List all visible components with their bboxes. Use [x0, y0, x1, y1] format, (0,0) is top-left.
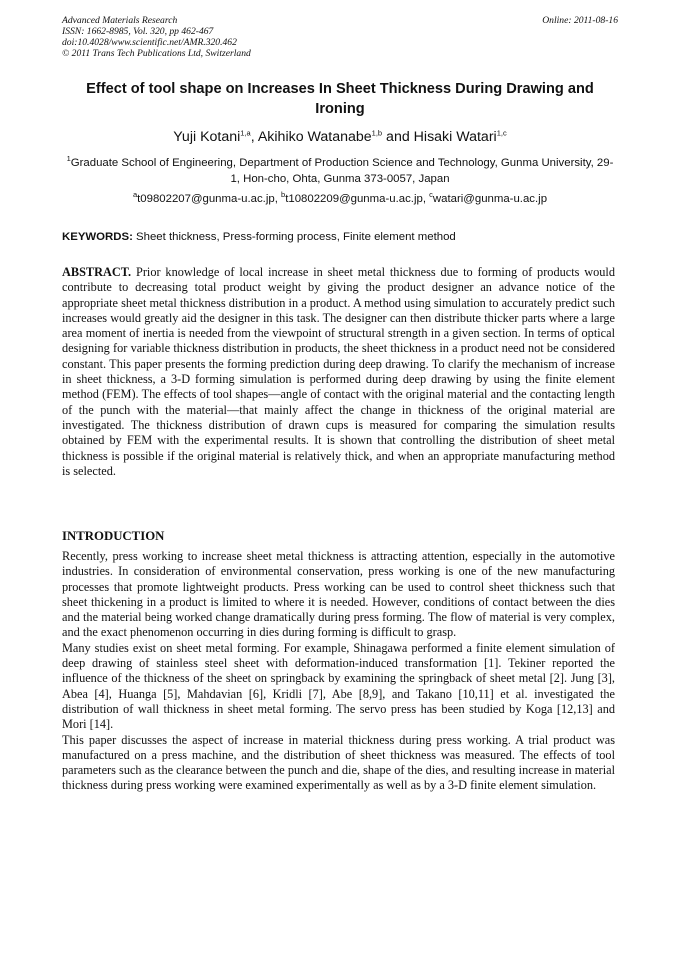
affiliation-superscript: 1 — [66, 154, 71, 164]
section-heading-introduction: INTRODUCTION — [62, 529, 165, 543]
author-list — [62, 128, 618, 146]
introduction-body — [62, 549, 615, 794]
email-address[interactable]: t09802207@gunma-u.ac.jp — [137, 193, 275, 205]
journal-header — [62, 15, 618, 59]
abstract — [62, 265, 615, 479]
author-separator: , — [250, 129, 258, 145]
author-separator: and — [382, 129, 414, 145]
issn-line: ISSN: 1662-8985, Vol. 320, pp 462-467 — [62, 26, 214, 37]
email-address[interactable]: t10802209@gunma-u.ac.jp — [285, 193, 423, 205]
journal-name: Advanced Materials Research — [62, 15, 178, 26]
author-name: Hisaki Watari — [413, 129, 497, 145]
affiliation-text: Graduate School of Engineering, Department of Production Science and Technology, Gunma University, 29-1, Hon-cho, Ohta, Gunma 373-0057, Japan — [70, 157, 614, 185]
author-superscript: 1,c — [496, 128, 507, 138]
keywords-label: KEYWORDS: — [62, 231, 133, 243]
paragraph: This paper discusses the aspect of increase in material thickness during press working. A trial product was manufactured on a press machine, and the distribution of sheet thickness was measured. The effects of tool parameters such as the clearance between the punch and die, shape of the dies, and resulting increase in material thickness during press working were examined experimentally as well as by a 3-D finite element simulation. — [62, 732, 615, 793]
author-superscript: 1,a — [240, 128, 251, 138]
email-superscript: b — [281, 190, 286, 200]
abstract-label: ABSTRACT. — [62, 265, 132, 279]
keywords-text: Sheet thickness, Press-forming process, Finite element method — [132, 231, 456, 243]
email-superscript: a — [132, 190, 138, 200]
email-separator: , — [274, 193, 282, 205]
email-separator: , — [422, 193, 430, 205]
email-address[interactable]: watari@gunma-u.ac.jp — [432, 193, 548, 205]
author-name: Yuji Kotani — [173, 129, 241, 145]
doi-line: doi:10.4028/www.scientific.net/AMR.320.462 — [62, 37, 237, 48]
paper-title: Effect of tool shape on Increases In Sheet Thickness During Drawing and Ironing — [86, 81, 594, 117]
affiliation — [62, 155, 618, 187]
email-superscript: c — [429, 190, 433, 200]
paragraph: Recently, press working to increase sheet metal thickness is attracting attention, especially in the automotive industries. In consideration of environmental conservation, press working is one of the new manufacturing processes that promote lightweight products. Press working can be used to control sheet thickness such that sheet thickening in a product is limited to where it is needed. However, conditions of contact between the dies and the material being worked change dramatically during press forming. The flow of material is very complex, and the exact phenomenon occurring in dies during forming is difficult to grasp. — [62, 549, 615, 640]
paragraph: Many studies exist on sheet metal forming. For example, Shinagawa performed a finite element simulation of deep drawing of stainless steel sheet with deformation-induced transformation [1]. Tekiner reported the influence of the thickness of the sheet on springback by examining the springback of sheet metal [2]. Jung [3], Abea [4], Huanga [5], Mahdavian [6], Kridli [7], Abe [8,9], and Takano [10,11] et al. investigated the distribution of wall thickness in sheet metal forming. The servo press has been studied by Koga [12,13] and Mori [14]. — [62, 640, 615, 732]
author-superscript: 1,b — [371, 128, 383, 138]
email-list — [62, 191, 618, 207]
copyright-line: © 2011 Trans Tech Publications Ltd, Switzerland — [62, 48, 251, 59]
abstract-text: Prior knowledge of local increase in sheet metal thickness due to forming of products would contribute to decreasing total product weight by giving the product designer an advance notice of the appropriate sheet metal thickness distribution in a product. A method using simulation to accurately predict such increases would greatly aid the designer in this task. The designer can then distribute thicker parts where a large area moment of inertia is needed from the viewpoint of structural strength in a given section. In terms of optical designing for variable thickness distribution in products, the sheet thickness in a product need not be considered constant. This paper presents the forming prediction during deep drawing. To clarify the mechanism of increase in sheet thickness, a 3-D forming simulation is performed during deep drawing by using the finite element method (FEM). The effects of tool shapes—angle of contact with the original material and the contacting length of the punch with the material—that mainly affect the change in thickness of the original material are investigated. The thickness distribution of drawn cups is measured for comparing the simulation results obtained by FEM with the experimental results. It is shown that controlling the distribution of sheet metal thickness is possible if the original material is relatively thick, and when an appropriate manufacturing method is selected. — [62, 265, 615, 478]
author-name: Akihiko Watanabe — [257, 129, 372, 145]
online-date: Online: 2011-08-16 — [542, 15, 618, 26]
keywords — [62, 229, 618, 245]
